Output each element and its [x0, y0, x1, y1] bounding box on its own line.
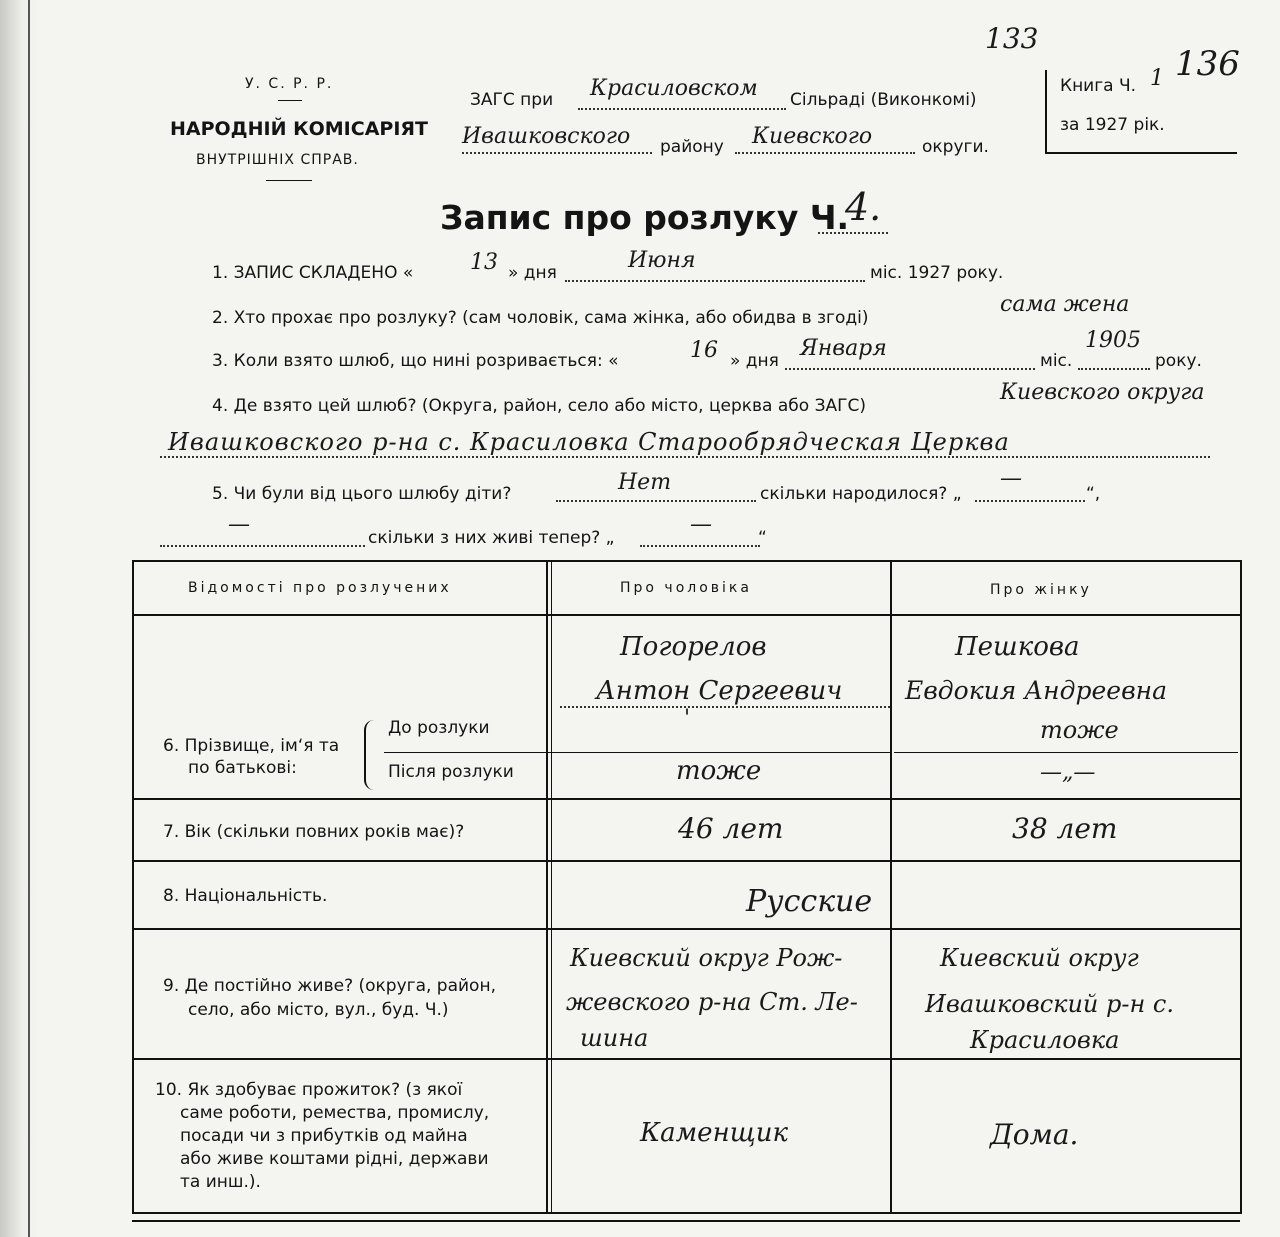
- row6-brace: [364, 720, 376, 790]
- ussr-label: У. С. Р. Р.: [245, 76, 334, 92]
- row9-label-line2: село, або місто, вул., буд. Ч.): [188, 1000, 449, 1020]
- fill-line: [462, 152, 652, 154]
- field1-end: міс. 1927 року.: [870, 263, 1004, 283]
- wife-before-line3: тоже: [1040, 716, 1119, 744]
- book-binding: [0, 0, 38, 1237]
- zags-prefix: ЗАГС при: [470, 90, 554, 110]
- row10-label-line3: посади чи з прибутків од майна: [180, 1126, 468, 1146]
- field1-day-handwritten: 13: [470, 250, 498, 275]
- husband-residence-line2: жевского р-на Ст. Ле-: [566, 988, 858, 1016]
- husband-before-tick: ': [684, 706, 691, 731]
- husband-occupation: Каменщик: [640, 1118, 788, 1148]
- wife-name: Евдокия Андреевна: [905, 676, 1167, 705]
- fill-line: [578, 108, 786, 110]
- book-label: Книга Ч.: [1060, 76, 1137, 96]
- husband-surname: Погорелов: [620, 632, 767, 662]
- field2-handwritten: сама жена: [1000, 292, 1130, 317]
- raion-label: району: [660, 137, 724, 157]
- row6-split: [384, 752, 892, 753]
- wife-residence-line2: Ивашковский р-н с.: [925, 990, 1174, 1018]
- wife-surname: Пешкова: [955, 632, 1080, 662]
- field5-born-dash: —: [1000, 466, 1022, 491]
- field4-handwritten-line1: Киевского округа: [1000, 380, 1205, 405]
- col-header-husband: Про чоловіка: [620, 580, 752, 596]
- field5-label: 5. Чи були від цього шлюбу діти?: [212, 484, 512, 504]
- field2-label: 2. Хто прохає про розлуку? (сам чоловік, сама жінка, або обидва в згоді): [212, 308, 869, 328]
- okrug-handwritten: Киевского: [752, 124, 873, 149]
- col-header-wife: Про жінку: [990, 582, 1092, 598]
- corner-number-handwritten: 133: [985, 22, 1039, 55]
- divider: [266, 180, 312, 181]
- field4-label: 4. Де взято цей шлюб? (Округа, район, село або місто, церква або ЗАГС): [212, 396, 866, 416]
- record-number-handwritten: 4.: [845, 185, 882, 229]
- row-divider: [132, 860, 1240, 862]
- row6-label-line2: по батькові:: [188, 758, 297, 778]
- row7-label: 7. Вік (скільки повних років має)?: [163, 822, 465, 842]
- row10-label-line4: або живе коштами рідні, держави: [180, 1149, 489, 1169]
- book-handwritten: 1: [1150, 66, 1164, 91]
- col-header-info: Відомості про розлучених: [188, 580, 452, 596]
- document-title: Запис про розлуку Ч.: [440, 198, 850, 237]
- row-divider: [132, 1058, 1240, 1060]
- husband-residence-line1: Киевский округ Рож-: [570, 944, 843, 972]
- row-divider: [132, 614, 1240, 616]
- col-divider: [546, 562, 548, 1212]
- wife-age: 38 лет: [1012, 812, 1118, 845]
- fill-line: [640, 545, 760, 547]
- field1-month-handwritten: Июня: [628, 248, 696, 273]
- binding-edge: [28, 0, 30, 1237]
- wife-residence-line1: Киевский округ: [940, 944, 1139, 972]
- bottom-rule: [132, 1220, 1240, 1222]
- row10-label-line1: 10. Як здобуває прожиток? (з якої: [155, 1080, 463, 1100]
- row6-label-line1: 6. Прізвище, ім‘я та: [163, 736, 340, 756]
- husband-age: 46 лет: [678, 812, 784, 845]
- fill-line: [735, 152, 915, 154]
- year-label: за 1927 рік.: [1060, 115, 1165, 135]
- row8-label: 8. Національність.: [163, 886, 328, 906]
- row6-split: [894, 752, 1238, 753]
- fill-line: [818, 232, 888, 234]
- husband-after: тоже: [676, 756, 762, 786]
- department-label: ВНУТРІШНІХ СПРАВ.: [196, 152, 359, 168]
- field1-mid: » дня: [508, 263, 557, 283]
- book-number-handwritten: 136: [1175, 44, 1240, 84]
- fill-line: [785, 368, 1035, 370]
- row-divider: [132, 798, 1240, 800]
- field3-mid: » дня: [730, 351, 779, 371]
- field4-handwritten-line2: Ивашковского р-на с. Красиловка Старообрядческая Церква: [168, 428, 1010, 456]
- wife-residence-line3: Красиловка: [970, 1026, 1120, 1054]
- field3-end: року.: [1155, 351, 1202, 371]
- field5-born-label: скільки народилося? „: [760, 484, 962, 504]
- field3-year-handwritten: 1905: [1085, 328, 1141, 353]
- fill-line: [556, 500, 756, 502]
- wife-after: —„—: [1040, 760, 1096, 785]
- zags-handwritten: Красиловском: [590, 76, 758, 101]
- row-divider: [132, 928, 1240, 930]
- okrugy-label: округи.: [922, 137, 989, 157]
- commissariat-title: НАРОДНІЙ КОМІСАРІЯТ: [170, 118, 428, 140]
- husband-name: Антон Сергеевич: [596, 676, 843, 706]
- silradi-label: Сільраді (Виконкомі): [790, 90, 977, 110]
- col-divider: [890, 562, 892, 1212]
- field1-label: 1. ЗАПИС СКЛАДЕНО «: [212, 263, 414, 283]
- field3-day-handwritten: 16: [690, 338, 718, 363]
- row6-after-label: Після розлуки: [388, 762, 514, 782]
- field3-month-handwritten: Января: [800, 336, 887, 361]
- wife-occupation: Дома.: [990, 1118, 1079, 1151]
- field5-alive-dash: —: [690, 512, 712, 537]
- field5-alive-prefix-dash: —: [228, 512, 250, 537]
- fill-line: [560, 706, 890, 708]
- nationality: Русские: [746, 884, 873, 919]
- field5-alive-label: скільки з них живі тепер? „: [368, 528, 615, 548]
- field3-mis: міс.: [1040, 351, 1073, 371]
- fill-line: [160, 456, 1210, 458]
- field5-born-close: “,: [1086, 484, 1101, 504]
- field3-label: 3. Коли взято шлюб, що нині розривається: «: [212, 351, 619, 371]
- fill-line: [565, 280, 865, 282]
- col-divider: [551, 562, 552, 1212]
- row9-label-line1: 9. Де постійно живе? (округа, район,: [163, 976, 496, 996]
- husband-residence-line3: шина: [580, 1024, 649, 1052]
- row10-label-line2: саме роботи, ремества, промислу,: [180, 1103, 490, 1123]
- fill-line: [975, 500, 1085, 502]
- field5-alive-close: “: [758, 528, 767, 548]
- field5-handwritten: Нет: [618, 470, 672, 495]
- fill-line: [1078, 368, 1150, 370]
- divider: [278, 100, 302, 101]
- row10-label-line5: та инш.).: [180, 1172, 261, 1192]
- row6-before-label: До розлуки: [388, 718, 490, 738]
- fill-line: [160, 545, 365, 547]
- district-handwritten: Ивашковского: [462, 124, 631, 149]
